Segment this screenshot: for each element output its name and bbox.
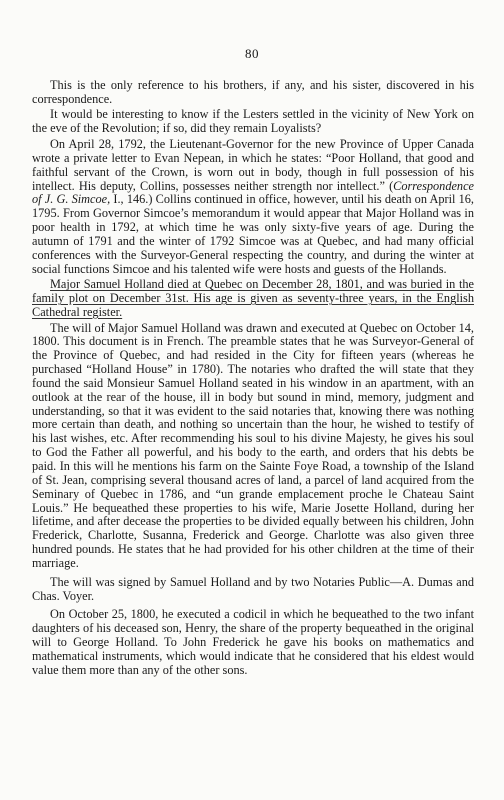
paragraph-will-description: The will of Major Samuel Holland was drawn and executed at Quebec on October 14, 1800. This document is in French. The preamble states that he was Surveyor-General of the Province of Quebec, and had resided in the City for fifteen years (whereas he purchased “Holland House” in 1780). The notaries who drafted the will state that they found the said Monsieur Samuel Holland seated in his window in an apartment, with an outlook at the rear of the house, ill in body but sound in mind, memory, judgment and understanding, so that it was evident to the said notaries that, knowing there was nothing more certain than death, and nothing so uncertain than the hour, he wished to testify of his last wishes, etc. After recommending his soul to his divine Majesty, he gives his soul to God the Father all powerful, and his body to the earth, and orders that his debts be paid. In this will he mentions his farm on the Sainte Foye Road, a township of the Island of St. Jean, comprising several thousand acres of land, a parcel of land acquired from the Seminary of Quebec in 1786, and “un grande emplacement proche le Chateau Saint Louis.” He bequeathed these properties to his wife, Marie Josette Holland, during her lifetime, and after decease the properties to be divided equally between his children, John Frederick, Charlotte, Susanna, Frederick and George. Charlotte was also given three hundred pounds. He states that he had provided for his other children at the time of their marriage. <box>32 320 474 570</box>
paragraph-simcoe-letter <box>32 138 474 276</box>
body-text <box>32 79 474 679</box>
paragraph-holland-death <box>32 278 474 320</box>
simcoe-letter-text: On April 28, 1792, the Lieutenant-Governor for the new Province of Upper Canada wrote a private letter to Evan Nepean, in which he states: “Poor Holland, that good and faithful servant of the Crown, is worn out in body, though in full possession of his intellect. His deputy, Collins, possesses neither strength nor intellect.” ( <box>32 136 474 193</box>
simcoe-letter-text-continued: I., 146.) Collins continued in office, however, until his death on April 16, 1795. From Governor Simcoe’s memorandum it would appear that Major Holland was in poor health in 1792, at which time he was only sixty-five years of age. During the autumn of 1791 and the winter of 1792 Simcoe was at Quebec, and had many official conferences with the Surveyor-General respecting the country, and during the winter at social functions Simcoe and his talented wife were hosts and guests of the Hollands. <box>32 192 475 276</box>
paragraph-codicil: On October 25, 1800, he executed a codicil in which he bequeathed to the two infant daughters of his deceased son, Henry, the share of the property bequeathed in the original will to George Holland. To John Frederick he gave his books on mathematics and mathematical instruments, which would indicate that he considered that his eldest would value them more than any of the other sons. <box>32 607 474 677</box>
paragraph-will-signatories: The will was signed by Samuel Holland and by two Notaries Public—A. Dumas and Chas. Voyer. <box>32 574 474 603</box>
page-number: 80 <box>245 46 259 61</box>
paragraph-lesters-loyalists: It would be interesting to know if the Lesters settled in the vicinity of New York on the eve of the Revolution; if so, did they remain Loyalists? <box>32 107 474 136</box>
holland-death-underlined: Major Samuel Holland died at Quebec on December 28, 1801, and was buried in the family plot on December 31st. His age is given as seventy-three years, in the English Cathedral register. <box>32 277 474 319</box>
paragraph-brothers-reference: This is the only reference to his brothers, if any, and his sister, discovered in his correspondence. <box>32 78 474 106</box>
simcoe-citation: Correspondence of J. G. Simcoe, <box>32 178 474 207</box>
